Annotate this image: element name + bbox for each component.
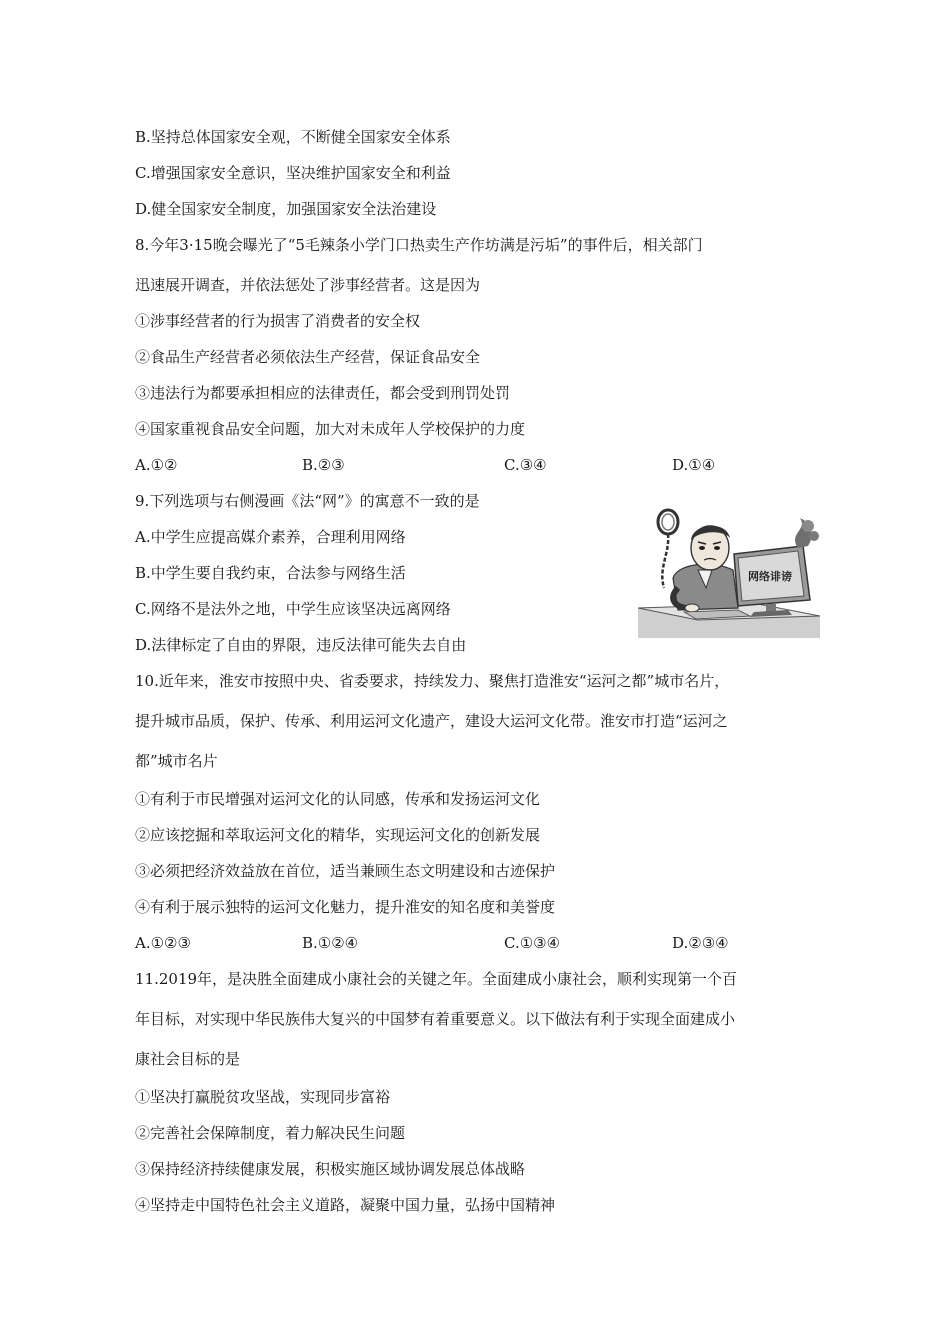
q8-choice-a: A.①② — [135, 456, 178, 474]
q9-option-a: A.中学生应提高媒介素养，合理利用网络 — [135, 528, 406, 546]
q8-stem-line-1: 8.今年3·15晚会曝光了“5毛辣条小学门口热卖生产作坊满是污垢”的事件后，相关部门 — [135, 236, 703, 254]
q9-option-d: D.法律标定了自由的界限，违反法律可能失去自由 — [135, 636, 467, 654]
q7-option-b: B.坚持总体国家安全观，不断健全国家安全体系 — [135, 128, 451, 146]
q8-choice-b: B.②③ — [302, 456, 345, 474]
q10-stem-line-2: 提升城市品质，保护、传承、利用运河文化遗产，建设大运河文化带。淮安市打造“运河之 — [135, 712, 728, 730]
q11-statement-4: ④坚持走中国特色社会主义道路，凝聚中国力量，弘扬中国精神 — [135, 1196, 556, 1214]
q10-stem-line-3: 都”城市名片 — [135, 752, 218, 770]
q11-statement-3: ③保持经济持续健康发展，积极实施区域协调发展总体战略 — [135, 1160, 526, 1178]
q8-statement-3: ③违法行为都要承担相应的法律责任，都会受到刑罚处罚 — [135, 384, 511, 402]
q11-stem-line-2: 年目标，对实现中华民族伟大复兴的中国梦有着重要意义。以下做法有利于实现全面建成小 — [135, 1010, 736, 1028]
q11-stem-line-3: 康社会目标的是 — [135, 1050, 241, 1068]
q11-statement-2: ②完善社会保障制度，着力解决民生问题 — [135, 1124, 406, 1142]
cartoon-illustration — [638, 508, 820, 638]
q10-statement-1: ①有利于市民增强对运河文化的认同感，传承和发扬运河文化 — [135, 790, 541, 808]
q10-choice-a: A.①②③ — [135, 934, 191, 952]
q10-stem-line-1: 10.近年来，淮安市按照中央、省委要求，持续发力、聚焦打造淮安“运河之都”城市名片， — [135, 672, 730, 690]
q9-option-b: B.中学生要自我约束，合法参与网络生活 — [135, 564, 406, 582]
q8-stem-line-2: 迅速展开调查，并依法惩处了涉事经营者。这是因为 — [135, 276, 481, 294]
q8-statement-2: ②食品生产经营者必须依法生产经营，保证食品安全 — [135, 348, 481, 366]
q11-stem-line-1: 11.2019年，是决胜全面建成小康社会的关键之年。全面建成小康社会，顺利实现第一个百 — [135, 970, 738, 988]
q7-option-d: D.健全国家安全制度，加强国家安全法治建设 — [135, 200, 437, 218]
q10-choice-d: D.②③④ — [672, 934, 729, 952]
q8-choice-c: C.③④ — [504, 456, 547, 474]
q10-statement-2: ②应该挖掘和萃取运河文化的精华，实现运河文化的创新发展 — [135, 826, 541, 844]
q10-statement-3: ③必须把经济效益放在首位，适当兼顾生态文明建设和古迹保护 — [135, 862, 556, 880]
q8-statement-4: ④国家重视食品安全问题，加大对未成年人学校保护的力度 — [135, 420, 526, 438]
q11-statement-1: ①坚决打赢脱贫攻坚战，实现同步富裕 — [135, 1088, 391, 1106]
q7-option-c: C.增强国家安全意识，坚决维护国家安全和利益 — [135, 164, 451, 182]
q10-statement-4: ④有利于展示独特的运河文化魅力，提升淮安的知名度和美誉度 — [135, 898, 556, 916]
q9-stem: 9.下列选项与右侧漫画《法“网”》的寓意不一致的是 — [135, 492, 480, 510]
q10-choice-b: B.①②④ — [302, 934, 359, 952]
q8-choice-d: D.①④ — [672, 456, 716, 474]
q10-choice-c: C.①③④ — [504, 934, 561, 952]
q9-option-c: C.网络不是法外之地，中学生应该坚决远离网络 — [135, 600, 451, 618]
cartoon-screen-text: 网络诽谤 — [748, 570, 792, 583]
q8-statement-1: ①涉事经营者的行为损害了消费者的安全权 — [135, 312, 421, 330]
